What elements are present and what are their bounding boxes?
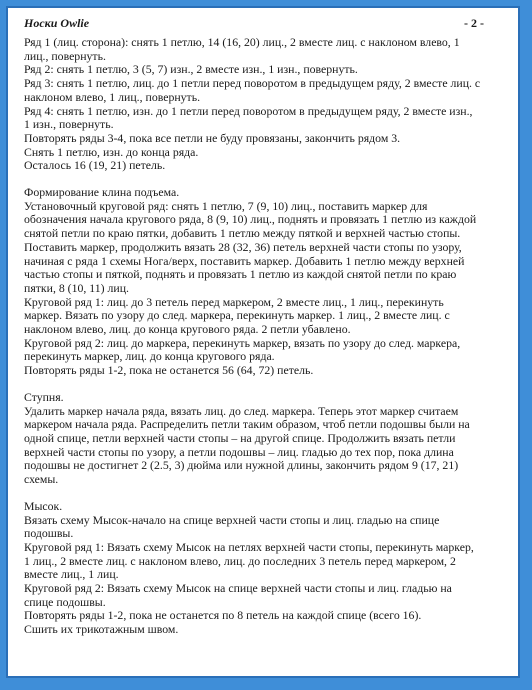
document-body [24,36,506,637]
text-line: Удалить маркер начала ряда, вязать лиц. до след. маркера. Теперь этот маркер считаем [24,403,459,418]
text-line: Мысок. [24,498,63,513]
text-line: снятой петли по краю пятки, добавить 1 петлю между пяткой и верхней частью стопы. [24,226,461,241]
text-line: верхней части стопы по узору, а петли подошвы – лиц. гладью до тех пор, пока длина [24,444,454,459]
text-section [24,391,506,487]
text-section [24,36,506,173]
text-line: Повторять ряды 3-4, пока все петли не буду провязаны, закончить рядом 3. [24,130,401,145]
text-line: Круговой ряд 2: Вязать схему Мысок на спице верхней части стопы и лиц. гладью на [24,581,452,596]
text-line: наклоном влево, 1 лиц., повернуть. [24,89,201,104]
text-line: частью стопы и пяткой, поднять и провязать 1 петлю из каждой снятой петли по краю [24,267,457,282]
text-line: начиная с ряда 1 схемы Нога/верх, поставить маркер. Добавить 1 петлю между верхней [24,253,465,268]
text-line: подошвы. [24,526,74,541]
text-line: Ряд 1 (лиц. сторона): снять 1 петлю, 14 (16, 20) лиц., 2 вместе лиц. с наклоном влево, 1 [24,35,460,49]
text-line: Ряд 4: снять 1 петлю, изн. до 1 петли перед поворотом в предыдущем ряду, 2 вместе изн., [24,103,473,118]
text-line: Круговой ряд 2: лиц. до маркера, перекинуть маркер, вязать по узору до след. маркера, [24,335,461,350]
text-line: 1 лиц., 2 вместе лиц. с наклоном влево, лиц. до последних 3 петель перед маркером, 2 [24,553,456,568]
text-section [24,186,506,378]
document-title: Носки Owlie [24,16,90,30]
text-line: Ступня. [24,389,64,404]
text-line: подошвы не достигнет 2 (2.5, 3) дюйма или нужной длины, закончить рядом 9 (17, 21) [24,458,459,473]
text-line: лиц., повернуть. [24,48,106,63]
text-section [24,500,506,637]
document-page [6,6,520,678]
text-line: Ряд 3: снять 1 петлю, лиц. до 1 петли перед поворотом в предыдущем ряду, 2 вместе лиц. с [24,76,481,91]
text-line: Ряд 2: снять 1 петлю, 3 (5, 7) изн., 2 вместе изн., 1 изн., повернуть. [24,62,358,77]
text-line: маркер. Вязать по узору до след. маркера, перекинуть маркер. 1 лиц., 2 вместе лиц. с [24,308,450,323]
text-line: схемы. [24,472,59,487]
text-line: Осталось 16 (19, 21) петель. [24,158,166,173]
text-line: Круговой ряд 1: лиц. до 3 петель перед маркером, 2 вместе лиц., 1 лиц., перекинуть [24,294,444,309]
text-line: пятки, 8 (10, 11) лиц. [24,280,130,295]
text-line: наклоном влево, лиц. до конца кругового ряда. 2 петли убавлено. [24,322,351,337]
text-line: обозначения начала кругового ряда, 8 (9, 10) лиц., поднять и провязать 1 петлю из каждой [24,212,477,227]
text-line: Повторять ряды 1-2, пока не останется по 8 петель на каждой спице (всего 16). [24,608,422,623]
text-line: Формирование клина подъема. [24,185,180,200]
text-line: маркером начала ряда. Распределить петли таким образом, чтоб петли подошвы были на [24,417,470,432]
page-number: - 2 - [464,16,484,30]
text-line: Круговой ряд 1: Вязать схему Мысок на петлях верхней части стопы, перекинуть маркер, [24,539,474,554]
text-line: одной спице, петли верхней части стопы – на другой спице. Продолжить вязать петли [24,430,456,445]
text-line: Сшить их трикотажным швом. [24,622,179,637]
text-line: вместе лиц., 1 лиц. [24,567,119,582]
text-line: спице подошвы. [24,594,106,609]
section-gap [24,487,506,500]
text-line: Поставить маркер, продолжить вязать 28 (32, 36) петель верхней части стопы по узору, [24,239,462,254]
text-line: Вязать схему Мысок-начало на спице верхней части стопы и лиц. гладью на спице [24,512,440,527]
text-line: Повторять ряды 1-2, пока не останется 56 (64, 72) петель. [24,363,314,378]
text-line: Снять 1 петлю, изн. до конца ряда. [24,144,199,159]
text-line: Установочный круговой ряд: снять 1 петлю, 7 (9, 10) лиц., поставить маркер для [24,198,428,213]
text-line: 1 изн., повернуть. [24,117,114,132]
text-line: перекинуть маркер, лиц. до конца кругового ряда. [24,349,275,364]
section-gap [24,378,506,391]
page-header [24,16,506,30]
